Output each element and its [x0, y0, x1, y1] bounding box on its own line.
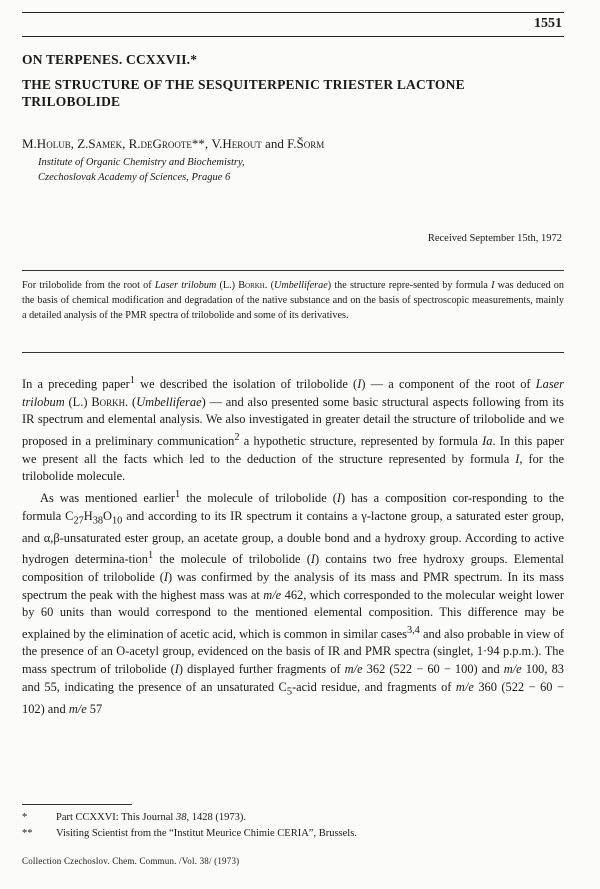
- article-body: [22, 372, 564, 718]
- abstract: For trilobolide from the root of Laser trilobum (L.) Borkh. (Umbelliferae) the structure repre-sented by formula I was deduced on the basis of chemical modification and degradation of the native substance and on the basis of spectroscopic measurements, mainly a detailed analysis of the PMR spectra of trilobolide and some of its derivatives.: [22, 280, 564, 321]
- footnote: [22, 810, 357, 826]
- footnote-mark: *: [22, 812, 28, 823]
- author-name: V.Herout: [211, 136, 262, 151]
- author-name: R.deGroote**,: [128, 136, 209, 151]
- author-list: [22, 136, 324, 152]
- received-date: Received September 15th, 1972: [427, 233, 562, 244]
- footnote-text: Visiting Scientist from the “Institut Meurice Chimie CERIA”, Brussels.: [56, 828, 357, 839]
- author-name: M.Holub,: [22, 136, 74, 151]
- footnote: [22, 826, 357, 842]
- affiliation: [38, 155, 245, 185]
- affiliation-line: Czechoslovak Academy of Sciences, Prague 6: [38, 172, 231, 183]
- series-title: ON TERPENES. CCXXVII.*: [22, 52, 198, 67]
- author-name: F.Šorm: [287, 136, 325, 151]
- body-paragraph: As was mentioned earlier$^1$ the molecule of trilobolide (I) has a composition cor-responding to the formula $C_{27}H_{38}O_{10}$ and according to its IR spectrum it contains a γ-lactone group, a saturated ester group, and α,β-unsaturated ester group, an acetate group, a double bond and a hydroxy group. According to active hydrogen determina-tion$^1$ the molecule of trilobolide (I) contains two free hydroxy groups. Elemental composition of trilobolide (I) was confirmed by the analysis of its mass and PMR spectrum. In its mass spectrum the peak with the highest mass was at m/e 462, which corresponded to the molecular weight lower by 60 units than would correspond to the mentioned elemental composition. This difference may be explained by the elimination of acetic acid, which is common in similar cases$^{3,4}$ and also probable in view of the presence of an O-acetyl group, evidenced on the basis of IR and PMR spectra (singlet, 1·94 p.p.m.). The mass spectrum of trilobolide (I) displayed further fragments of m/e 362 (522 − 60 − 100) and m/e 100, 83 and 55, indicating the presence of an unsaturated $C_5$-acid residue, and fragments of m/e 360 (522 − 60 − 102) and m/e 57: [22, 488, 565, 716]
- author-name: Z.Samek,: [77, 136, 126, 151]
- body-paragraph: In a preceding paper$^1$ we described the isolation of trilobolide (I) — a component of the root of Laser trilobum (L.) Borkh. (Umbelliferae) — and also presented some basic structural aspects following from its IR spectrum and elemental analysis. We also investigated in greater detail the structure of trilobolide and we proposed in a preliminary communication$^2$ a hypothetic structure, represented by formula Ia. In this paper we present all the facts which led to the deduction of the structure represented by formula I, for the trilobolide molecule.: [22, 375, 564, 484]
- affiliation-line: Institute of Organic Chemistry and Biochemistry,: [38, 157, 245, 168]
- abstract-rule-top: [22, 270, 564, 271]
- abstract-rule-bottom: [22, 352, 564, 353]
- page-number: 1551: [534, 16, 562, 31]
- footnote-rule: [22, 804, 132, 805]
- article-title: THE STRUCTURE OF THE SESQUITERPENIC TRIESTER LACTONE TRILOBOLIDE: [22, 77, 465, 109]
- author-conjunction: and: [265, 136, 284, 151]
- top-rule: [22, 12, 564, 13]
- header-rule: [22, 36, 564, 37]
- footnote-mark: **: [22, 828, 33, 839]
- running-footer: Collection Czechoslov. Chem. Commun. /Vol. 38/ (1973): [22, 856, 240, 866]
- footnote-text: Part CCXXVI: This Journal 38, 1428 (1973).: [56, 812, 246, 823]
- footnotes: [22, 810, 357, 842]
